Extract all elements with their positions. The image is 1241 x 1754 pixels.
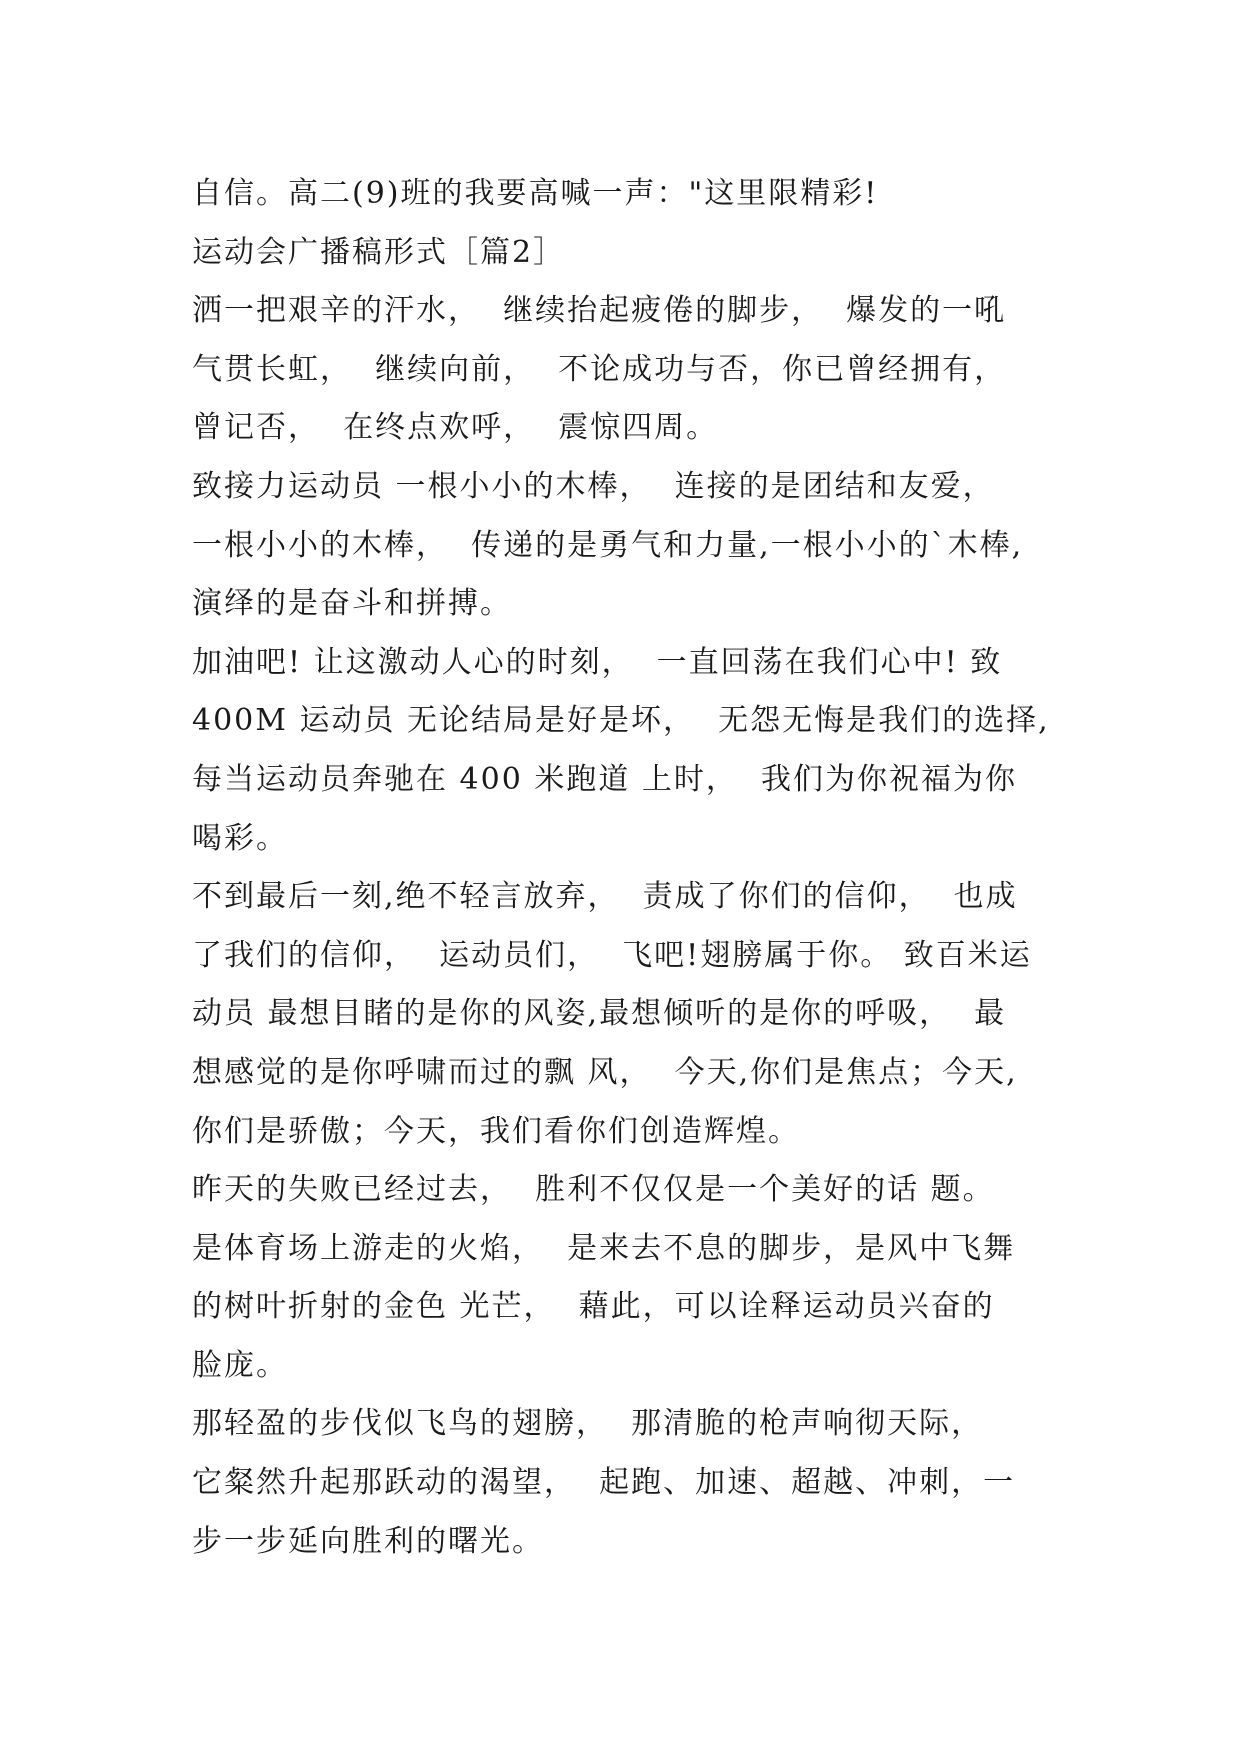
text-line: 洒一把艰辛的汗水， 继续抬起疲倦的脚步， 爆发的一吼 <box>192 293 1007 329</box>
text-line: 步一步延向胜利的曙光。 <box>192 1523 544 1559</box>
document-body <box>192 165 1072 1571</box>
text-line: 400M 运动员 无论结局是好是坏， 无怨无悔是我们的选择, <box>192 703 1050 739</box>
text-line: 加油吧! 让这激动人心的时刻， 一直回荡在我们心中! 致 <box>192 644 1003 680</box>
text-line: 你们是骄傲；今天，我们看你们创造辉煌。 <box>192 1113 800 1149</box>
text-line: 那轻盈的步伐似飞鸟的翅膀， 那清脆的枪声响彻天际， <box>192 1406 984 1442</box>
text-line: 了我们的信仰， 运动员们， 飞吧!翅膀属于你。 致百米运 <box>192 937 1032 973</box>
text-line: 演绎的是奋斗和拼搏。 <box>192 586 512 622</box>
text-line: 气贯长虹， 继续向前， 不论成功与否，你已曾经拥有， <box>192 351 1007 387</box>
text-line: 的树叶折射的金色 光芒， 藉此，可以诠释运动员兴奋的 <box>192 1289 995 1325</box>
text-line: 喝彩。 <box>192 820 288 856</box>
section-heading: 运动会广播稿形式［篇2］ <box>192 234 566 270</box>
text-line: 想感觉的是你呼啸而过的飘 风， 今天,你们是焦点；今天, <box>192 1054 1018 1090</box>
text-line: 致接力运动员 一根小小的木棒， 连接的是团结和友爱， <box>192 468 995 504</box>
text-line: 一根小小的木棒， 传递的是勇气和力量,一根小小的`木棒, <box>192 527 1024 563</box>
text-line: 每当运动员奔驰在 400 米跑道 上时， 我们为你祝福为你 <box>192 761 1017 797</box>
text-line: 它粲然升起那跃动的渴望， 起跑、加速、超越、冲刺，一 <box>192 1465 1016 1501</box>
text-line: 曾记否， 在终点欢呼， 震惊四周。 <box>192 410 719 446</box>
text-line: 自信。高二(9)班的我要高喊一声："这里限精彩! <box>192 176 879 211</box>
text-line: 昨天的失败已经过去， 胜利不仅仅是一个美好的话 题。 <box>192 1172 995 1208</box>
text-line: 是体育场上游走的火焰， 是来去不息的脚步，是风中飞舞 <box>192 1230 1016 1266</box>
text-line: 脸庞。 <box>192 1347 288 1383</box>
text-line: 动员 最想目睹的是你的风姿,最想倾听的是你的呼吸， 最 <box>192 996 1007 1032</box>
text-line: 不到最后一刻,绝不轻言放弃， 责成了你们的信仰， 也成 <box>192 879 1018 915</box>
